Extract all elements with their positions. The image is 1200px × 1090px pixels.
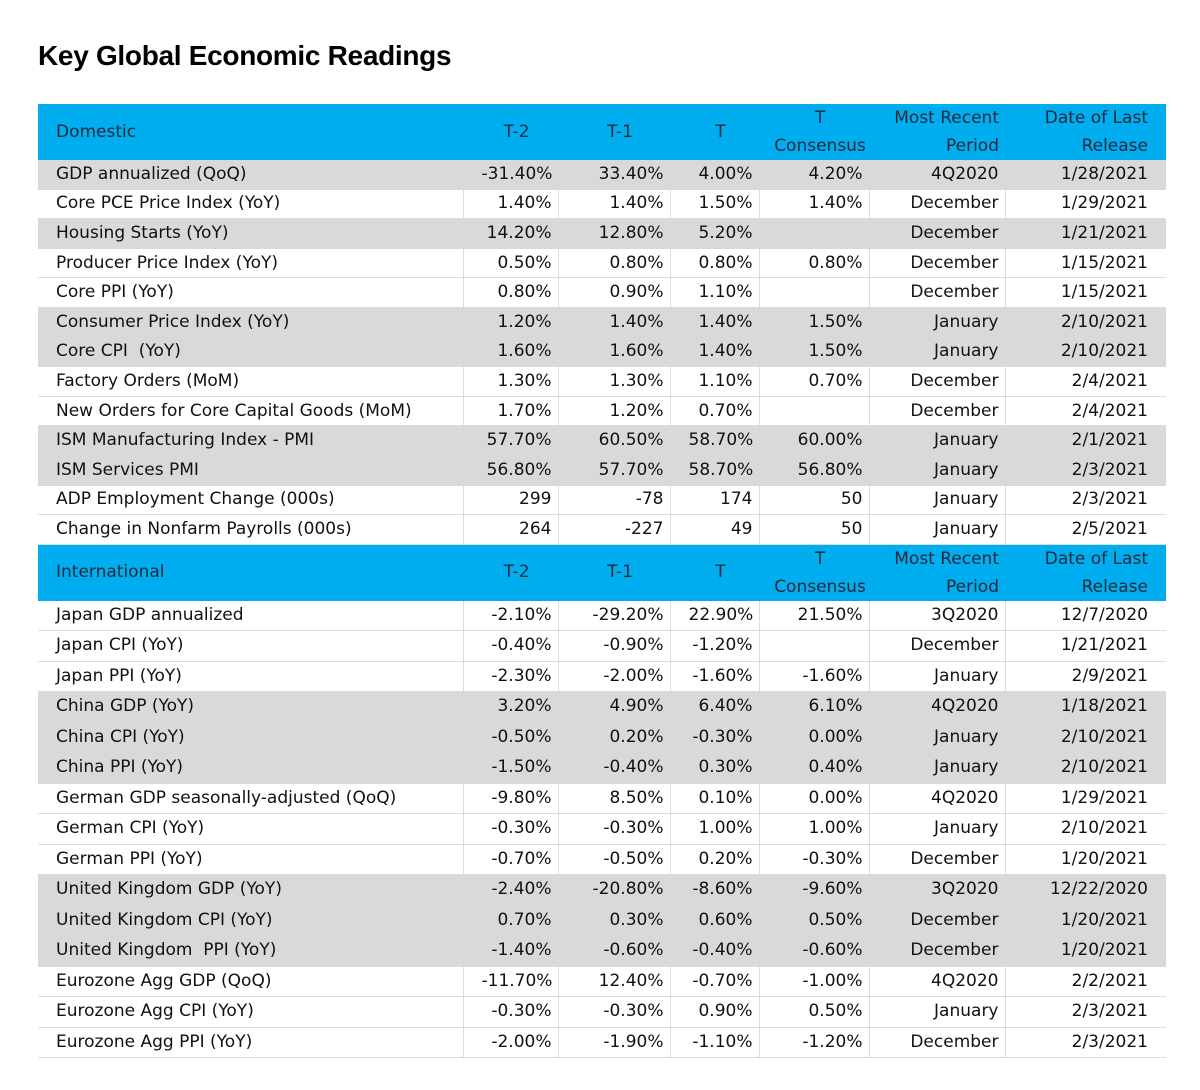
date-of-last-release: 2/9/2021 xyxy=(1005,661,1166,692)
most-recent-period: 3Q2020 xyxy=(869,875,1005,906)
date-of-last-release: 2/10/2021 xyxy=(1005,307,1166,337)
header-text: T-1 xyxy=(607,121,633,142)
most-recent-period: December xyxy=(869,367,1005,397)
t-1-value: 0.20% xyxy=(558,722,670,753)
t-value: 1.50% xyxy=(670,189,759,219)
most-recent-period: January xyxy=(869,455,1005,485)
indicator-name: Core PCE Price Index (YoY) xyxy=(38,189,463,219)
date-of-last-release: 2/3/2021 xyxy=(1005,1027,1166,1058)
consensus-value: 1.40% xyxy=(759,189,869,219)
consensus-value: -0.60% xyxy=(759,936,869,967)
consensus-value: 0.00% xyxy=(759,722,869,753)
indicator-name: China GDP (YoY) xyxy=(38,692,463,723)
t-1-value: 1.30% xyxy=(558,367,670,397)
table-row xyxy=(38,1027,1166,1058)
header-text: T-1 xyxy=(607,562,633,583)
date-of-last-release: 1/28/2021 xyxy=(1005,160,1166,189)
t-1-value: 8.50% xyxy=(558,783,670,814)
t-value: 174 xyxy=(670,485,759,515)
t-1-value: 33.40% xyxy=(558,160,670,189)
consensus-value xyxy=(759,631,869,662)
t-2-value: -1.50% xyxy=(463,753,558,784)
t-1-value: -1.90% xyxy=(558,1027,670,1058)
economic-readings-table xyxy=(38,104,1166,1058)
most-recent-period: January xyxy=(869,997,1005,1028)
t-1-value: -2.00% xyxy=(558,661,670,692)
date-of-last-release: 2/3/2021 xyxy=(1005,485,1166,515)
t-2-value: 264 xyxy=(463,515,558,545)
most-recent-period: December xyxy=(869,936,1005,967)
date-of-last-release: 2/1/2021 xyxy=(1005,426,1166,456)
date-of-last-release: 1/18/2021 xyxy=(1005,692,1166,723)
table-row xyxy=(38,997,1166,1028)
t-1-value: 0.90% xyxy=(558,278,670,308)
table-row xyxy=(38,601,1166,631)
table-row xyxy=(38,814,1166,845)
most-recent-period: 3Q2020 xyxy=(869,601,1005,631)
t-value: -0.70% xyxy=(670,966,759,997)
t-2-value: 0.50% xyxy=(463,248,558,278)
table-row xyxy=(38,905,1166,936)
indicator-name: ADP Employment Change (000s) xyxy=(38,485,463,515)
consensus-value: 0.80% xyxy=(759,248,869,278)
table-row xyxy=(38,936,1166,967)
header-t-consensus xyxy=(759,104,869,160)
indicator-name: German GDP seasonally-adjusted (QoQ) xyxy=(38,783,463,814)
indicator-name: Consumer Price Index (YoY) xyxy=(38,307,463,337)
t-2-value: 1.70% xyxy=(463,396,558,426)
t-1-value: 1.40% xyxy=(558,189,670,219)
t-2-value: -11.70% xyxy=(463,966,558,997)
t-value: 1.00% xyxy=(670,814,759,845)
consensus-value: 56.80% xyxy=(759,455,869,485)
t-value: 1.40% xyxy=(670,307,759,337)
t-value: 1.10% xyxy=(670,367,759,397)
most-recent-period: December xyxy=(869,631,1005,662)
t-1-value: 1.40% xyxy=(558,307,670,337)
table-row xyxy=(38,722,1166,753)
table-row xyxy=(38,966,1166,997)
date-of-last-release: 2/10/2021 xyxy=(1005,814,1166,845)
date-of-last-release: 1/29/2021 xyxy=(1005,189,1166,219)
most-recent-period: January xyxy=(869,307,1005,337)
t-value: -1.60% xyxy=(670,661,759,692)
most-recent-period: December xyxy=(869,396,1005,426)
t-2-value: 3.20% xyxy=(463,692,558,723)
t-value: 4.00% xyxy=(670,160,759,189)
header-text: Release xyxy=(1081,576,1148,597)
table-row xyxy=(38,753,1166,784)
t-value: 0.90% xyxy=(670,997,759,1028)
t-2-value: 1.30% xyxy=(463,367,558,397)
consensus-value: 0.00% xyxy=(759,783,869,814)
t-2-value: -2.00% xyxy=(463,1027,558,1058)
t-value: 1.10% xyxy=(670,278,759,308)
header-text: Date of Last xyxy=(1044,548,1148,569)
t-1-value: -0.30% xyxy=(558,814,670,845)
indicator-name: ISM Services PMI xyxy=(38,455,463,485)
date-of-last-release: 1/21/2021 xyxy=(1005,631,1166,662)
table-row xyxy=(38,783,1166,814)
t-value: 58.70% xyxy=(670,426,759,456)
indicator-name: Eurozone Agg CPI (YoY) xyxy=(38,997,463,1028)
date-of-last-release: 1/20/2021 xyxy=(1005,844,1166,875)
most-recent-period: December xyxy=(869,189,1005,219)
date-of-last-release: 2/5/2021 xyxy=(1005,515,1166,545)
indicator-name: Producer Price Index (YoY) xyxy=(38,248,463,278)
most-recent-period: January xyxy=(869,337,1005,367)
t-2-value: -9.80% xyxy=(463,783,558,814)
t-1-value: 12.40% xyxy=(558,966,670,997)
header-text: T xyxy=(814,548,826,569)
header-text: Date of Last xyxy=(1044,108,1148,128)
indicator-name: New Orders for Core Capital Goods (MoM) xyxy=(38,396,463,426)
consensus-value: -1.20% xyxy=(759,1027,869,1058)
t-1-value: -78 xyxy=(558,485,670,515)
header-text: Period xyxy=(945,136,999,156)
indicator-name: German CPI (YoY) xyxy=(38,814,463,845)
t-value: 22.90% xyxy=(670,601,759,631)
date-of-last-release: 1/20/2021 xyxy=(1005,905,1166,936)
section-label xyxy=(38,544,463,601)
header-text: T xyxy=(715,562,726,583)
t-value: 0.80% xyxy=(670,248,759,278)
header-t xyxy=(670,104,759,160)
indicator-name: United Kingdom GDP (YoY) xyxy=(38,875,463,906)
t-value: -0.40% xyxy=(670,936,759,967)
t-value: 0.60% xyxy=(670,905,759,936)
t-value: 0.10% xyxy=(670,783,759,814)
header-text: Consensus xyxy=(774,136,866,156)
header-t-1 xyxy=(558,544,670,601)
header-t-consensus xyxy=(759,544,869,601)
t-2-value: 0.80% xyxy=(463,278,558,308)
table-row xyxy=(38,515,1166,545)
table-row xyxy=(38,248,1166,278)
t-2-value: -0.30% xyxy=(463,997,558,1028)
t-1-value: -29.20% xyxy=(558,601,670,631)
t-2-value: -1.40% xyxy=(463,936,558,967)
date-of-last-release: 1/21/2021 xyxy=(1005,219,1166,249)
indicator-name: Factory Orders (MoM) xyxy=(38,367,463,397)
consensus-value: -0.30% xyxy=(759,844,869,875)
most-recent-period: January xyxy=(869,722,1005,753)
indicator-name: China PPI (YoY) xyxy=(38,753,463,784)
header-text: Most Recent xyxy=(894,108,999,128)
most-recent-period: January xyxy=(869,753,1005,784)
t-2-value: 56.80% xyxy=(463,455,558,485)
table-row xyxy=(38,631,1166,662)
consensus-value: 6.10% xyxy=(759,692,869,723)
indicator-name: GDP annualized (QoQ) xyxy=(38,160,463,189)
most-recent-period: 4Q2020 xyxy=(869,966,1005,997)
t-2-value: -0.30% xyxy=(463,814,558,845)
t-value: 0.20% xyxy=(670,844,759,875)
most-recent-period: December xyxy=(869,844,1005,875)
table-row xyxy=(38,219,1166,249)
consensus-value: 50 xyxy=(759,485,869,515)
most-recent-period: January xyxy=(869,515,1005,545)
t-value: 0.30% xyxy=(670,753,759,784)
t-1-value: 0.30% xyxy=(558,905,670,936)
header-date-of-last-release xyxy=(1005,544,1166,601)
t-2-value: 14.20% xyxy=(463,219,558,249)
consensus-value: 50 xyxy=(759,515,869,545)
t-1-value: -0.90% xyxy=(558,631,670,662)
table-row xyxy=(38,396,1166,426)
consensus-value: 21.50% xyxy=(759,601,869,631)
t-value: -1.10% xyxy=(670,1027,759,1058)
header-text: Most Recent xyxy=(894,548,999,569)
t-2-value: -0.70% xyxy=(463,844,558,875)
consensus-value: 0.50% xyxy=(759,905,869,936)
header-date-of-last-release xyxy=(1005,104,1166,160)
t-2-value: 1.60% xyxy=(463,337,558,367)
t-1-value: 0.80% xyxy=(558,248,670,278)
date-of-last-release: 2/4/2021 xyxy=(1005,396,1166,426)
indicator-name: ISM Manufacturing Index - PMI xyxy=(38,426,463,456)
t-2-value: -2.30% xyxy=(463,661,558,692)
date-of-last-release: 2/10/2021 xyxy=(1005,722,1166,753)
t-value: 1.40% xyxy=(670,337,759,367)
most-recent-period: January xyxy=(869,814,1005,845)
header-text: Release xyxy=(1081,136,1148,156)
header-text: T xyxy=(715,121,726,142)
consensus-value: -9.60% xyxy=(759,875,869,906)
indicator-name: China CPI (YoY) xyxy=(38,722,463,753)
table-row xyxy=(38,661,1166,692)
section-label-text: International xyxy=(56,562,165,583)
t-1-value: -20.80% xyxy=(558,875,670,906)
header-text: T-2 xyxy=(503,562,530,583)
table-row xyxy=(38,160,1166,189)
consensus-value: 0.50% xyxy=(759,997,869,1028)
indicator-name: Housing Starts (YoY) xyxy=(38,219,463,249)
date-of-last-release: 2/3/2021 xyxy=(1005,455,1166,485)
header-t-2 xyxy=(463,104,558,160)
indicator-name: Japan PPI (YoY) xyxy=(38,661,463,692)
table-row xyxy=(38,189,1166,219)
most-recent-period: 4Q2020 xyxy=(869,783,1005,814)
indicator-name: German PPI (YoY) xyxy=(38,844,463,875)
t-1-value: 1.60% xyxy=(558,337,670,367)
consensus-value: 1.50% xyxy=(759,337,869,367)
most-recent-period: December xyxy=(869,905,1005,936)
consensus-value: 1.50% xyxy=(759,307,869,337)
indicator-name: Change in Nonfarm Payrolls (000s) xyxy=(38,515,463,545)
t-2-value: 299 xyxy=(463,485,558,515)
header-text: Period xyxy=(945,576,999,597)
indicator-name: Eurozone Agg PPI (YoY) xyxy=(38,1027,463,1058)
t-1-value: -227 xyxy=(558,515,670,545)
t-1-value: -0.60% xyxy=(558,936,670,967)
t-value: 49 xyxy=(670,515,759,545)
consensus-value xyxy=(759,278,869,308)
most-recent-period: 4Q2020 xyxy=(869,160,1005,189)
consensus-value: 0.40% xyxy=(759,753,869,784)
date-of-last-release: 12/7/2020 xyxy=(1005,601,1166,631)
date-of-last-release: 2/2/2021 xyxy=(1005,966,1166,997)
most-recent-period: December xyxy=(869,1027,1005,1058)
date-of-last-release: 2/10/2021 xyxy=(1005,753,1166,784)
indicator-name: Core PPI (YoY) xyxy=(38,278,463,308)
indicator-name: Core CPI (YoY) xyxy=(38,337,463,367)
header-t-1 xyxy=(558,104,670,160)
t-2-value: -0.40% xyxy=(463,631,558,662)
section-label-text: Domestic xyxy=(56,121,137,142)
indicator-name: Japan GDP annualized xyxy=(38,601,463,631)
t-1-value: -0.50% xyxy=(558,844,670,875)
date-of-last-release: 1/29/2021 xyxy=(1005,783,1166,814)
header-text: Consensus xyxy=(774,576,866,597)
international-header-row xyxy=(38,544,1166,601)
header-text: T xyxy=(814,108,826,128)
indicator-name: United Kingdom PPI (YoY) xyxy=(38,936,463,967)
consensus-value: 60.00% xyxy=(759,426,869,456)
t-value: 0.70% xyxy=(670,396,759,426)
most-recent-period: December xyxy=(869,248,1005,278)
header-t xyxy=(670,544,759,601)
t-1-value: 4.90% xyxy=(558,692,670,723)
t-1-value: 12.80% xyxy=(558,219,670,249)
most-recent-period: January xyxy=(869,426,1005,456)
most-recent-period: December xyxy=(869,278,1005,308)
consensus-value: 4.20% xyxy=(759,160,869,189)
table-row xyxy=(38,367,1166,397)
header-most-recent-period xyxy=(869,104,1005,160)
table-row xyxy=(38,844,1166,875)
consensus-value: -1.60% xyxy=(759,661,869,692)
section-label xyxy=(38,104,463,160)
consensus-value: 0.70% xyxy=(759,367,869,397)
t-1-value: -0.40% xyxy=(558,753,670,784)
indicator-name: Japan CPI (YoY) xyxy=(38,631,463,662)
date-of-last-release: 2/3/2021 xyxy=(1005,997,1166,1028)
date-of-last-release: 1/15/2021 xyxy=(1005,248,1166,278)
date-of-last-release: 1/15/2021 xyxy=(1005,278,1166,308)
t-1-value: -0.30% xyxy=(558,997,670,1028)
t-2-value: 57.70% xyxy=(463,426,558,456)
page-title: Key Global Economic Readings xyxy=(38,40,452,71)
date-of-last-release: 2/10/2021 xyxy=(1005,337,1166,367)
most-recent-period: January xyxy=(869,661,1005,692)
table-row xyxy=(38,485,1166,515)
t-value: 58.70% xyxy=(670,455,759,485)
table-row xyxy=(38,307,1166,337)
consensus-value xyxy=(759,396,869,426)
header-most-recent-period xyxy=(869,544,1005,601)
t-1-value: 1.20% xyxy=(558,396,670,426)
t-value: -8.60% xyxy=(670,875,759,906)
t-2-value: 1.20% xyxy=(463,307,558,337)
t-value: -1.20% xyxy=(670,631,759,662)
table-row xyxy=(38,692,1166,723)
t-1-value: 60.50% xyxy=(558,426,670,456)
t-2-value: -0.50% xyxy=(463,722,558,753)
t-2-value: -2.10% xyxy=(463,601,558,631)
consensus-value xyxy=(759,219,869,249)
t-value: -0.30% xyxy=(670,722,759,753)
most-recent-period: 4Q2020 xyxy=(869,692,1005,723)
t-value: 5.20% xyxy=(670,219,759,249)
table-row xyxy=(38,278,1166,308)
table-row xyxy=(38,875,1166,906)
header-t-2 xyxy=(463,544,558,601)
consensus-value: 1.00% xyxy=(759,814,869,845)
indicator-name: Eurozone Agg GDP (QoQ) xyxy=(38,966,463,997)
table-row xyxy=(38,455,1166,485)
header-text: T-2 xyxy=(503,121,530,142)
date-of-last-release: 1/20/2021 xyxy=(1005,936,1166,967)
date-of-last-release: 2/4/2021 xyxy=(1005,367,1166,397)
t-1-value: 57.70% xyxy=(558,455,670,485)
most-recent-period: January xyxy=(869,485,1005,515)
table-row xyxy=(38,337,1166,367)
t-2-value: -31.40% xyxy=(463,160,558,189)
domestic-header-row xyxy=(38,104,1166,160)
date-of-last-release: 12/22/2020 xyxy=(1005,875,1166,906)
t-2-value: -2.40% xyxy=(463,875,558,906)
t-2-value: 1.40% xyxy=(463,189,558,219)
t-value: 6.40% xyxy=(670,692,759,723)
most-recent-period: December xyxy=(869,219,1005,249)
consensus-value: -1.00% xyxy=(759,966,869,997)
table-row xyxy=(38,426,1166,456)
t-2-value: 0.70% xyxy=(463,905,558,936)
indicator-name: United Kingdom CPI (YoY) xyxy=(38,905,463,936)
